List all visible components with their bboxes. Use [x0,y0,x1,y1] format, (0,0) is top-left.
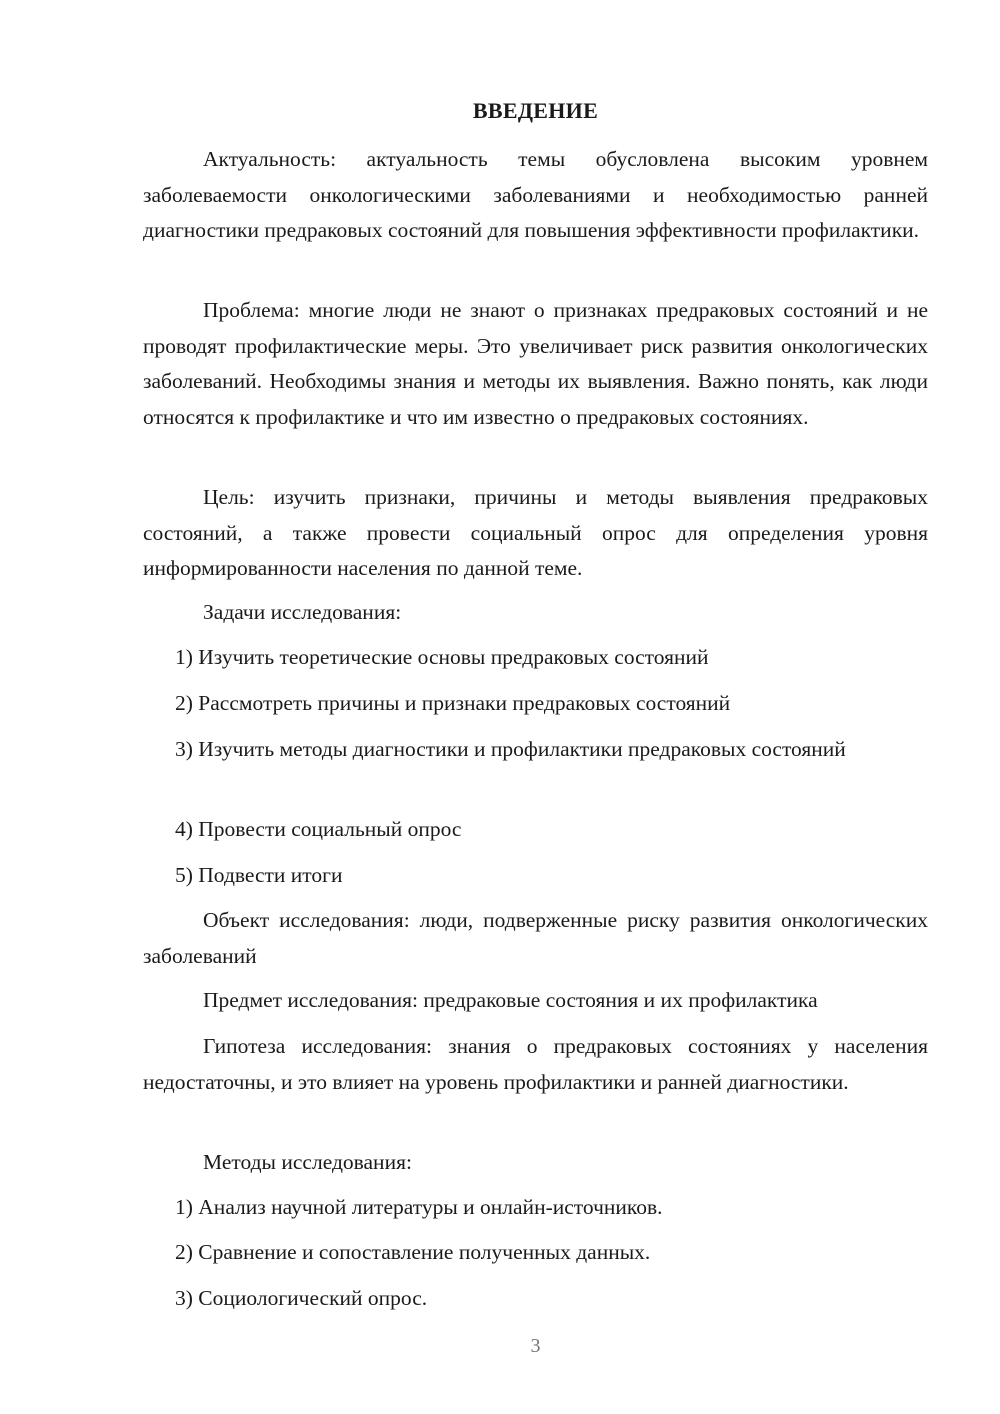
task-item-3: 3) Изучить методы диагностики и профилактики предраковых состояний [175,737,846,761]
tasks-heading: Задачи исследования: [203,600,402,624]
task-item-1: 1) Изучить теоретические основы предраковых состояний [175,645,709,669]
paragraph-problem: Проблема: многие люди не знают о признаках предраковых состояний и не проводят профилактические меры. Это увеличивает риск развития онкологических заболеваний. Необходимы знания и методы их выявления. Важно понять, как люди относятся к профилактике и что им известно о предраковых состояниях. [143,298,928,429]
task-item-5: 5) Подвести итоги [175,863,343,887]
method-item-1: 1) Анализ научной литературы и онлайн-источников. [175,1195,663,1219]
methods-heading: Методы исследования: [203,1150,412,1174]
paragraph-relevance: Актуальность: актуальность темы обусловлена высоким уровнем заболеваемости онкологическими заболеваниями и необходимостью ранней диагностики предраковых состояний для повышения эффективности профилактики. [143,147,928,242]
page-number: 3 [530,1335,541,1357]
paragraph-subject: Предмет исследования: предраковые состояния и их профилактика [203,988,818,1012]
paragraph-goal: Цель: изучить признаки, причины и методы выявления предраковых состояний, а также провести социальный опрос для определения уровня информированности населения по данной теме. [143,485,928,580]
document-title: ВВЕДЕНИЕ [472,98,599,123]
method-item-2: 2) Сравнение и сопоставление полученных данных. [175,1240,651,1264]
document-page [143,0,928,1414]
method-item-3: 3) Социологический опрос. [175,1286,428,1310]
paragraph-hypothesis: Гипотеза исследования: знания о предраковых состояниях у населения недостаточны, и это влияет на уровень профилактики и ранней диагностики. [143,1034,928,1094]
task-item-2: 2) Рассмотреть причины и признаки предраковых состояний [175,691,731,715]
paragraph-object: Объект исследования: люди, подверженные риску развития онкологических заболеваний [143,908,928,968]
task-item-4: 4) Провести социальный опрос [175,817,462,841]
